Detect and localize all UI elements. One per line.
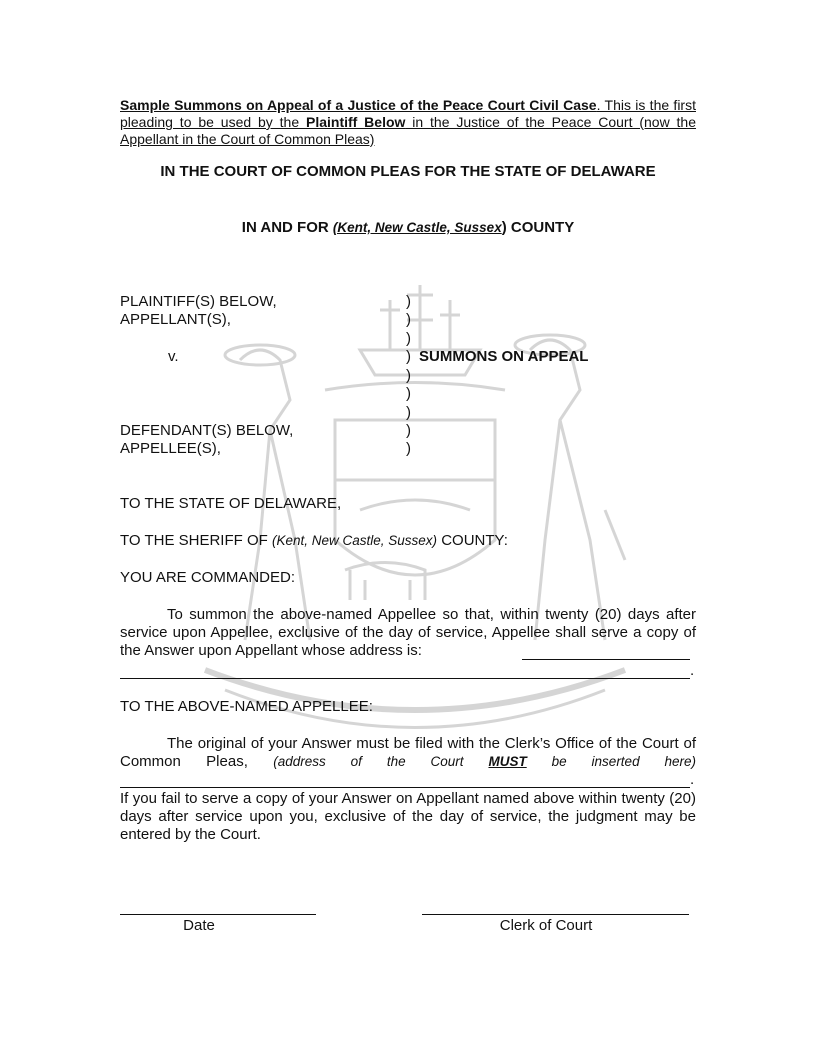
caption-paren: ): [406, 385, 411, 402]
court-address-blank-line[interactable]: [120, 787, 690, 788]
address-blank-line-2[interactable]: [120, 678, 690, 679]
date-signature-line[interactable]: [120, 914, 316, 915]
address-period: .: [690, 662, 695, 679]
intro-bold-term: Plaintiff Below: [305, 114, 406, 130]
document-title: SUMMONS ON APPEAL: [419, 348, 589, 365]
defendant-line-2: APPELLEE(S),: [120, 440, 221, 457]
caption-paren: ): [406, 311, 411, 328]
clerk-signature-line[interactable]: [422, 914, 689, 915]
defendant-line-1: DEFENDANT(S) BELOW,: [120, 422, 294, 439]
intro-text-1: . This is the first pleading to be used by the: [120, 97, 696, 130]
caption-paren: ): [406, 293, 411, 310]
county-heading-suffix: ) COUNTY: [501, 219, 575, 236]
filing-paragraph-text: The original of your Answer must be filed with the Clerk’s Office of the Court of Common Pleas,: [120, 735, 696, 770]
county-heading: [120, 219, 696, 237]
to-state-line: TO THE STATE OF DELAWARE,: [120, 495, 342, 512]
to-sheriff-line: [120, 532, 508, 550]
to-sheriff-counties: (Kent, New Castle, Sussex): [271, 533, 438, 548]
caption-paren: ): [406, 422, 411, 439]
command-paragraph: [120, 606, 696, 660]
intro-text-2: in the Justice of the Peace Court (now the Appellant in the Court of Common Pleas): [120, 114, 697, 147]
versus-label: v.: [168, 348, 179, 365]
plaintiff-line-1: PLAINTIFF(S) BELOW,: [120, 293, 277, 310]
county-heading-prefix: IN AND FOR: [241, 219, 333, 236]
filing-paragraph: [120, 735, 696, 771]
caption-paren: ): [406, 367, 411, 384]
to-sheriff-suffix: COUNTY:: [437, 532, 508, 549]
address-blank-line[interactable]: [522, 659, 690, 660]
county-heading-counties: (Kent, New Castle, Sussex: [332, 220, 502, 235]
date-label: Date: [183, 917, 215, 934]
caption-paren: ): [406, 404, 411, 421]
court-address-period: .: [690, 771, 695, 788]
default-judgment-paragraph: [120, 790, 696, 844]
default-judgment-text: If you fail to serve a copy of your Answer on Appellant named above within twenty (20) days after service upon you, exclusive of the day of service, the judgment may be entered by the Court.: [120, 790, 696, 843]
to-sheriff-prefix: TO THE SHERIFF OF: [120, 532, 272, 549]
filing-must-emphasis: MUST: [488, 754, 527, 769]
caption-paren: ): [406, 330, 411, 347]
to-appellee-line: TO THE ABOVE-NAMED APPELLEE:: [120, 698, 373, 715]
filing-italic-text-2: be inserted here): [526, 754, 697, 769]
caption-paren: ): [406, 440, 411, 457]
plaintiff-line-2: APPELLANT(S),: [120, 311, 231, 328]
caption-paren: ): [406, 348, 411, 365]
intro-title: Sample Summons on Appeal of a Justice of the Peace Court Civil Case: [120, 97, 597, 113]
command-paragraph-text: To summon the above-named Appellee so that, within twenty (20) days after service upon Appellee, exclusive of the day of service, Appellee shall serve a copy of the Answer upon Appellant whose address is:: [120, 606, 696, 659]
commanded-line: YOU ARE COMMANDED:: [120, 569, 296, 586]
filing-italic-text: (address of the Court: [273, 754, 489, 769]
court-heading: IN THE COURT OF COMMON PLEAS FOR THE STATE OF DELAWARE: [160, 163, 656, 180]
intro-note: [120, 97, 696, 148]
clerk-label: Clerk of Court: [499, 917, 593, 934]
